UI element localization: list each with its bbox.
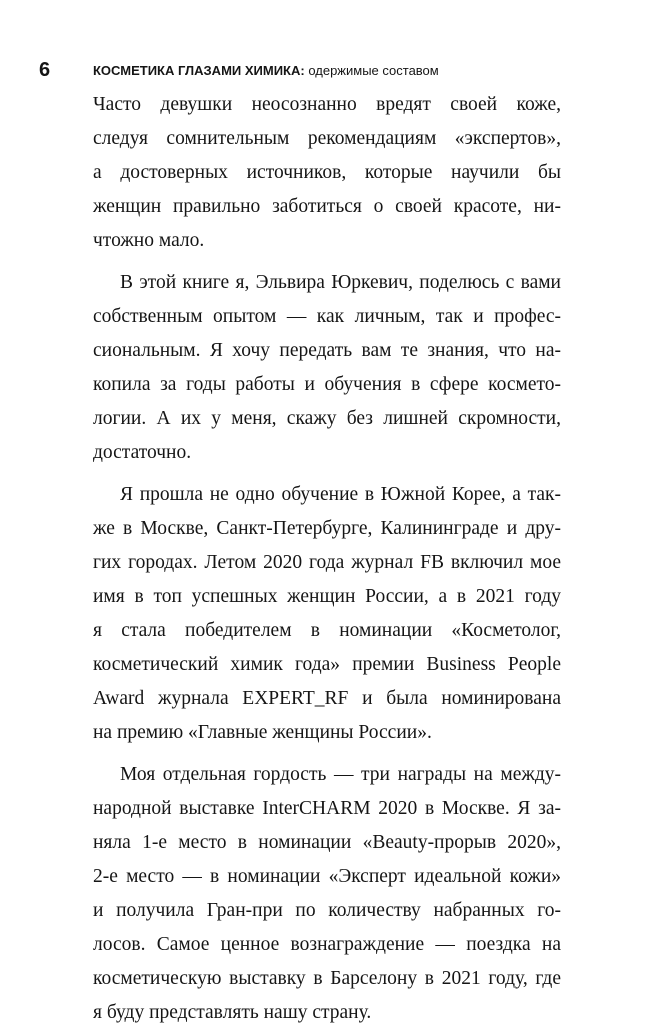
text-line: Я прошла не одно обучение в Южной Корее, а так-	[120, 484, 561, 505]
paragraph-4	[93, 758, 561, 1030]
text-line: лосов. Самое ценное вознаграждение — поездка на	[93, 934, 561, 955]
page-number: 6	[39, 59, 51, 81]
text-line: следуя сомнительным рекомендациям «экспертов»,	[93, 128, 561, 149]
text-line: я буду представлять нашу страну.	[93, 1002, 372, 1023]
text-line: достаточно.	[93, 442, 192, 463]
text-line: чтожно мало.	[93, 230, 205, 251]
text-line: же в Москве, Санкт-Петербурге, Калининграде и дру-	[93, 518, 561, 539]
running-header	[93, 63, 439, 79]
body-text	[93, 88, 561, 1030]
text-line: няла 1-е место в номинации «Beauty-прорыв 2020»,	[93, 832, 561, 853]
text-line: Моя отдельная гордость — три награды на между-	[120, 764, 561, 785]
text-line: на премию «Главные женщины России».	[93, 722, 432, 743]
text-line: имя в топ успешных женщин России, а в 2021 году	[93, 586, 561, 607]
text-line: сиональным. Я хочу передать вам те знания, что на-	[93, 340, 561, 361]
text-line: собственным опытом — как личным, так и профес-	[93, 306, 561, 327]
text-line: и получила Гран-при по количеству набранных го-	[93, 900, 561, 921]
text-line: 2-е место — в номинации «Эксперт идеальной кожи»	[93, 866, 561, 887]
text-line: гих городах. Летом 2020 года журнал FB включил мое	[93, 552, 561, 573]
text-line: я стала победителем в номинации «Косметолог,	[93, 620, 561, 641]
paragraph-2	[93, 266, 561, 470]
paragraph-1	[93, 88, 561, 258]
text-line: а достоверных источников, которые научили бы	[93, 162, 561, 183]
text-line: косметический химик года» премии Business People	[93, 654, 561, 675]
book-title: КОСМЕТИКА ГЛАЗАМИ ХИМИКА:	[93, 63, 305, 78]
text-line: косметическую выставку в Барселону в 2021 году, где	[93, 968, 561, 989]
text-line: народной выставке InterCHARM 2020 в Москве. Я за-	[93, 798, 561, 819]
text-line: копила за годы работы и обучения в сфере космето-	[93, 374, 561, 395]
text-line: логии. А их у меня, скажу без лишней скромности,	[93, 408, 561, 429]
paragraph-3	[93, 478, 561, 750]
text-line: В этой книге я, Эльвира Юркевич, поделюсь с вами	[120, 272, 561, 293]
text-line: Часто девушки неосознанно вредят своей коже,	[93, 94, 561, 115]
text-line: Award журнала EXPERT_RF и была номинирована	[93, 688, 561, 709]
book-subtitle: одержимые составом	[304, 63, 439, 78]
text-line: женщин правильно заботиться о своей красоте, ни-	[93, 196, 561, 217]
